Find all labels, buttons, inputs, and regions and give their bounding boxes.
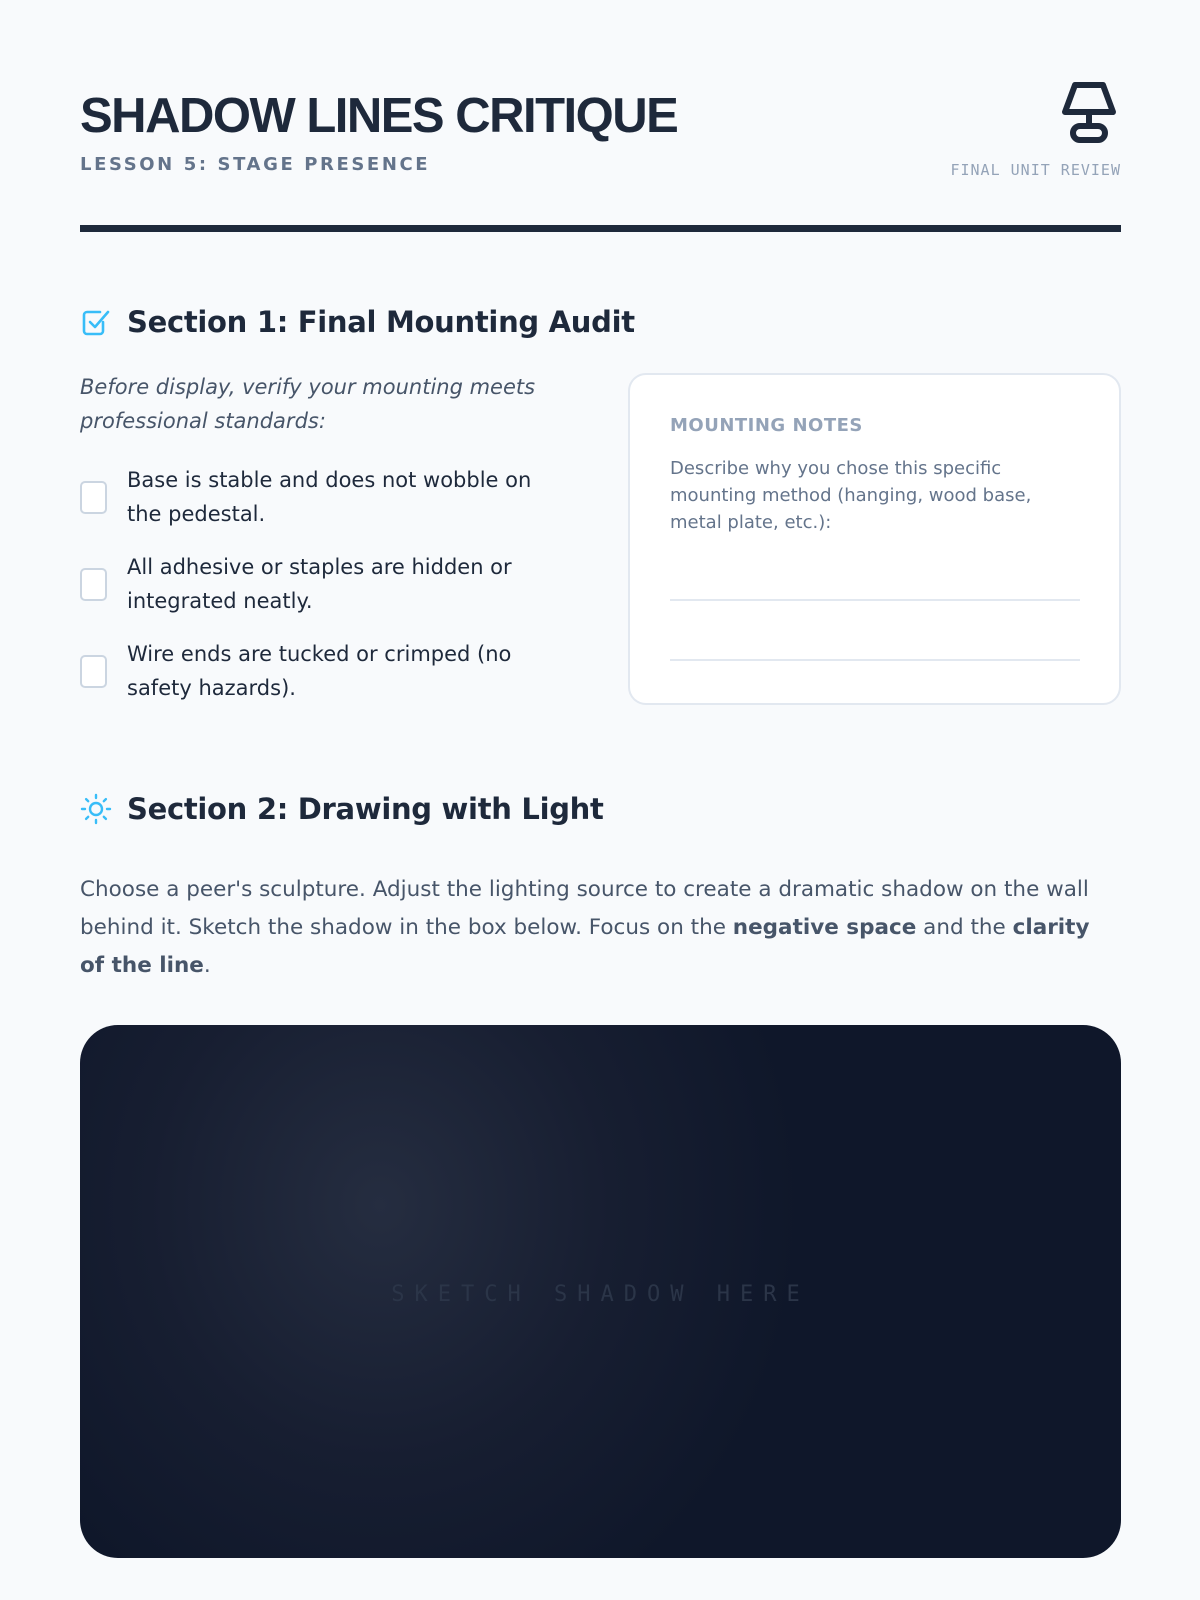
checkbox-icon: [80, 306, 112, 338]
checklist-checkbox[interactable]: [80, 481, 107, 514]
instructions-emphasis: clarity of the line: [80, 915, 1090, 978]
checklist-label: Base is stable and does not wobble on the pedestal.: [127, 468, 532, 526]
instructions-emphasis: negative space: [732, 915, 917, 940]
lesson-subtitle: LESSON 5: STAGE PRESENCE: [80, 154, 431, 175]
header-divider: [80, 225, 1121, 232]
notes-writing-line[interactable]: [670, 659, 1080, 661]
notes-writing-line[interactable]: [670, 599, 1080, 601]
notes-title: MOUNTING NOTES: [670, 415, 863, 436]
sun-icon: [80, 793, 112, 825]
section1-heading: [80, 302, 635, 342]
notes-prompt: Describe why you chose this specific mounting method (hanging, wood base, metal plate, etc.):: [670, 458, 1032, 533]
section1-title: Section 1: Final Mounting Audit: [127, 305, 635, 339]
page-title: SHADOW LINES CRITIQUE: [80, 89, 678, 143]
instructions-text: Choose a peer's sculpture. Adjust the lighting source to create a dramatic shadow on the wall behind it. Sketch the shadow in the box below. Focus on the: [80, 877, 1089, 940]
section2-heading: [80, 789, 604, 829]
lamp-icon: [1061, 80, 1117, 146]
sketch-placeholder: SKETCH SHADOW HERE: [391, 1281, 810, 1307]
instructions-text: and the: [916, 915, 1013, 940]
checklist-item[interactable]: [80, 462, 600, 532]
shadow-sketch-area[interactable]: [80, 1025, 1121, 1558]
mounting-notes-card: [628, 373, 1121, 705]
worksheet-page: [80, 0, 1121, 1600]
page-header: [80, 0, 1121, 232]
checklist-item[interactable]: [80, 636, 600, 706]
checklist-label: Wire ends are tucked or crimped (no safety hazards).: [127, 642, 512, 700]
section1-intro: Before display, verify your mounting meets professional standards:: [80, 375, 536, 433]
checklist-checkbox[interactable]: [80, 568, 107, 601]
checklist-checkbox[interactable]: [80, 655, 107, 688]
section2-title: Section 2: Drawing with Light: [127, 792, 604, 826]
checklist-item[interactable]: [80, 549, 600, 619]
section2-instructions: [80, 871, 1121, 985]
instructions-text: .: [203, 953, 211, 978]
unit-label: FINAL UNIT REVIEW: [950, 161, 1121, 179]
checklist-label: All adhesive or staples are hidden or integrated neatly.: [127, 555, 512, 613]
mounting-checklist: [80, 462, 600, 723]
